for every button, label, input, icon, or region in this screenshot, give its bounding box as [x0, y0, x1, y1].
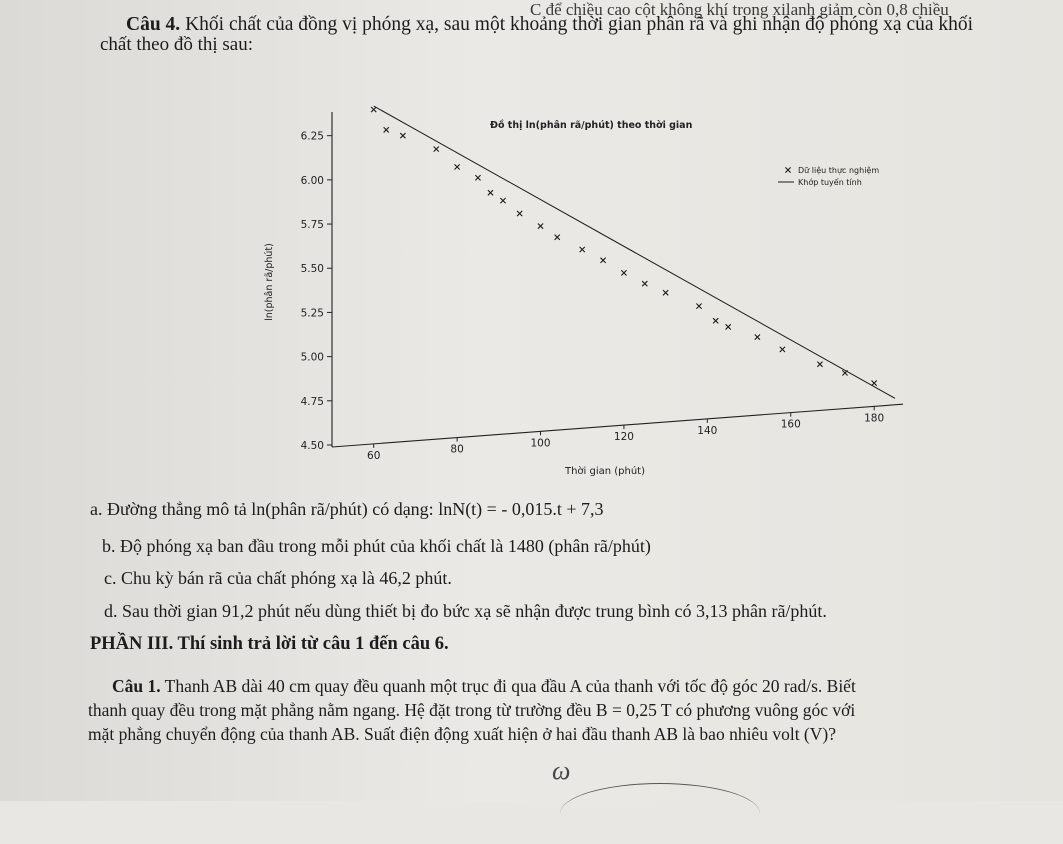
y-axis-label: ln(phân rã/phút) [264, 243, 275, 321]
x-axis-label: Thời gian (phút) [564, 466, 646, 477]
data-point-marker [434, 146, 439, 151]
data-point-marker [400, 133, 405, 138]
data-point-marker [517, 211, 522, 216]
y-tick-label: 4.75 [300, 395, 324, 408]
y-tick-label: 4.50 [300, 440, 324, 452]
statement-d: d. Sau thời gian 91,2 phút nếu dùng thiết bị đo bức xạ sẽ nhận được trung bình có 3,13 phân rã/phút. [104, 601, 827, 621]
y-tick-label: 5.00 [300, 351, 324, 364]
y-tick-label: 5.50 [300, 263, 324, 276]
question-4-text: Khối chất của đồng vị phóng xạ, sau một khoảng thời gian phân rã và ghi nhận độ phóng xạ của khối [180, 14, 974, 35]
x-tick-label: 80 [450, 443, 464, 456]
previous-question-fragment: C để chiều cao cột không khí trong xilanh giảm còn 0,8 chiều [530, 0, 949, 19]
statement-b: b. Độ phóng xạ ban đầu trong mỗi phút của khối chất là 1480 (phân rã/phút) [102, 536, 651, 556]
question-1-label: Câu 1. [112, 676, 161, 696]
y-tick-label: 5.25 [300, 307, 324, 320]
data-point-marker [371, 107, 376, 112]
data-point-marker [475, 175, 480, 180]
y-tick-label: 6.00 [300, 174, 324, 187]
data-point-marker [500, 198, 505, 203]
data-point-marker [621, 270, 626, 275]
legend-marker-data [785, 167, 790, 172]
question-1-line-3: mặt phẳng chuyển động của thanh AB. Suất điện động xuất hiện ở hai đầu thanh AB là bao nhiêu volt (V)? [88, 724, 836, 744]
pencil-arc-sketch [560, 783, 760, 844]
data-point-marker [872, 381, 877, 386]
y-tick-label: 6.25 [300, 130, 324, 143]
fit-line-series [374, 106, 895, 398]
statement-a: a. Đường thẳng mô tả ln(phân rã/phút) có dạng: lnN(t) = - 0,015.t + 7,3 [90, 499, 604, 519]
data-point-marker [713, 318, 718, 323]
data-point-marker [488, 190, 493, 195]
question-4-label: Câu 4. [126, 14, 181, 35]
data-point-marker [642, 281, 647, 286]
question-4-line-2: chất theo đồ thị sau: [100, 34, 254, 55]
y-tick-label: 5.75 [300, 219, 324, 232]
data-point-marker [817, 362, 822, 367]
question-1-line-2: thanh quay đều trong mặt phẳng nằm ngang. Hệ đặt trong từ trường đều B = 0,25 T có phương vuông góc với [88, 700, 856, 720]
data-point-marker [726, 324, 731, 329]
data-point-marker [663, 290, 668, 295]
data-point-marker [842, 370, 847, 375]
data-point-marker [538, 223, 543, 228]
data-point-marker [580, 247, 585, 252]
data-point-marker [384, 127, 389, 132]
x-tick-label: 120 [613, 431, 634, 444]
x-tick-label: 160 [780, 418, 801, 431]
question-1-text: Thanh AB dài 40 cm quay đều quanh một trục đi qua đầu A của thanh với tốc độ góc 20 rad/s. Biết [160, 676, 856, 696]
part-3-heading: PHẦN III. Thí sinh trả lời từ câu 1 đến câu 6. [90, 634, 449, 654]
statement-c: c. Chu kỳ bán rã của chất phóng xạ là 46,2 phút. [104, 568, 452, 588]
handwritten-omega: ω [552, 756, 571, 785]
data-point-marker [780, 347, 785, 352]
x-tick-label: 100 [530, 437, 551, 450]
x-tick-label: 60 [367, 449, 381, 462]
chart-title: Đồ thị ln(phân rã/phút) theo thời gian [490, 120, 693, 131]
data-point-marker [555, 235, 560, 240]
data-point-marker [755, 334, 760, 339]
legend-label-data: Dữ liệu thực nghiệm [798, 166, 880, 175]
legend-label-fit: Khớp tuyến tính [798, 178, 862, 187]
data-point-marker [696, 304, 701, 309]
data-point-marker [455, 164, 460, 169]
x-tick-label: 140 [697, 424, 718, 437]
data-point-marker [600, 258, 605, 263]
x-tick-label: 180 [864, 412, 885, 425]
question-1-line-1 [112, 676, 856, 697]
